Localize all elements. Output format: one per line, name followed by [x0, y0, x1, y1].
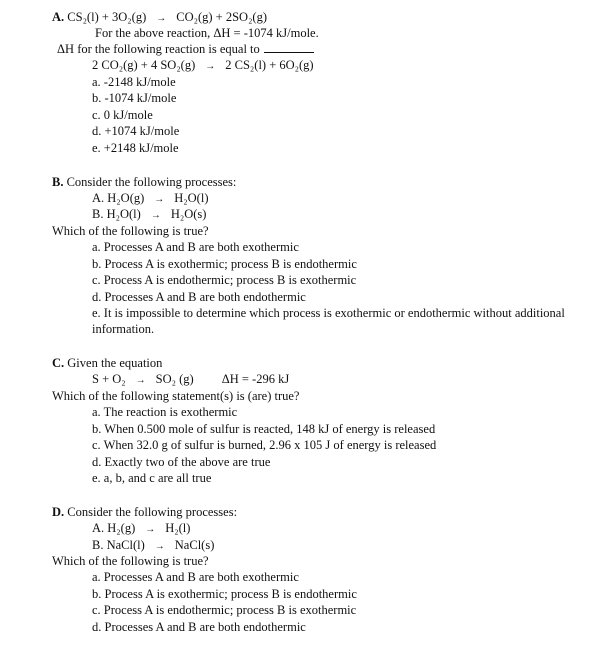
equation-a2 [92, 57, 314, 75]
option: a. -2148 kJ/mole [92, 75, 176, 89]
question-label: D. [52, 505, 65, 519]
process-right: H₂O(l) [174, 191, 209, 205]
question-label: C. [52, 356, 65, 370]
arrow-icon: → [154, 194, 165, 205]
intro-text: Consider the following processes: [67, 505, 238, 519]
process-right: NaCl(s) [174, 538, 215, 552]
products: SO₂ (g) [155, 372, 194, 386]
intro-text: Consider the following processes: [66, 175, 237, 189]
process-right: H₂(l) [165, 521, 191, 535]
option: b. When 0.500 mole of sulfur is reacted, 148 kJ of energy is released [92, 422, 436, 436]
process-left: B. H₂O(l) [92, 207, 141, 221]
enthalpy: ΔH = -296 kJ [221, 372, 290, 386]
option: d. +1074 kJ/mole [92, 124, 180, 138]
option: a. Processes A and B are both exothermic [92, 240, 299, 254]
option: c. Process A is endothermic; process B is exothermic [92, 273, 357, 287]
reactants: S + O₂ [92, 372, 126, 386]
process-left: A. H₂O(g) [92, 191, 145, 205]
option-continuation: information. [92, 322, 155, 336]
question-label: B. [52, 175, 64, 189]
option: d. Exactly two of the above are true [92, 455, 271, 469]
option: b. -1074 kJ/mole [92, 91, 177, 105]
question-text-span: ΔH for the following reaction is equal to [57, 42, 260, 56]
option: d. Processes A and B are both endothermic [92, 290, 306, 304]
answer-blank [264, 42, 314, 53]
option: c. 0 kJ/mole [92, 108, 153, 122]
intro [52, 504, 237, 520]
process-b [92, 206, 206, 224]
intro [52, 174, 236, 190]
option: e. a, b, and c are all true [92, 471, 212, 485]
intro [52, 355, 162, 371]
option: c. Process A is endothermic; process B is exothermic [92, 603, 357, 617]
products: 2 CS₂(l) + 6O₂(g) [225, 58, 314, 72]
option: a. Processes A and B are both exothermic [92, 570, 299, 584]
equation-c [92, 371, 289, 389]
arrow-icon: → [145, 524, 156, 535]
option: e. +2148 kJ/mole [92, 141, 179, 155]
process-a [92, 520, 190, 538]
option: a. The reaction is exothermic [92, 405, 238, 419]
option: b. Process A is exothermic; process B is endothermic [92, 257, 357, 271]
process-left: B. NaCl(l) [92, 538, 145, 552]
question-text: Which of the following is true? [52, 224, 209, 238]
process-right: H₂O(s) [170, 207, 207, 221]
process-left: A. H₂(g) [92, 521, 136, 535]
arrow-icon: → [156, 13, 167, 24]
arrow-icon: → [135, 375, 146, 386]
given-text: For the above reaction, ΔH = -1074 kJ/mole. [95, 26, 319, 40]
question-text [57, 41, 314, 57]
reactants: 2 CO₂(g) + 4 SO₂(g) [92, 58, 196, 72]
reactants: CS₂(l) + 3O₂(g) [67, 10, 147, 24]
question-label: A. [52, 10, 65, 24]
question-text: Which of the following statement(s) is (are) true? [52, 389, 300, 403]
option: c. When 32.0 g of sulfur is burned, 2.96 x 105 J of energy is released [92, 438, 437, 452]
option: d. Processes A and B are both endothermic [92, 620, 306, 634]
option: e. It is impossible to determine which process is exothermic or endothermic without additional [92, 306, 565, 320]
arrow-icon: → [205, 61, 216, 72]
arrow-icon: → [150, 210, 161, 221]
option: b. Process A is exothermic; process B is endothermic [92, 587, 357, 601]
intro-text: Given the equation [67, 356, 163, 370]
products: CO₂(g) + 2SO₂(g) [176, 10, 268, 24]
question-text: Which of the following is true? [52, 554, 209, 568]
arrow-icon: → [154, 541, 165, 552]
